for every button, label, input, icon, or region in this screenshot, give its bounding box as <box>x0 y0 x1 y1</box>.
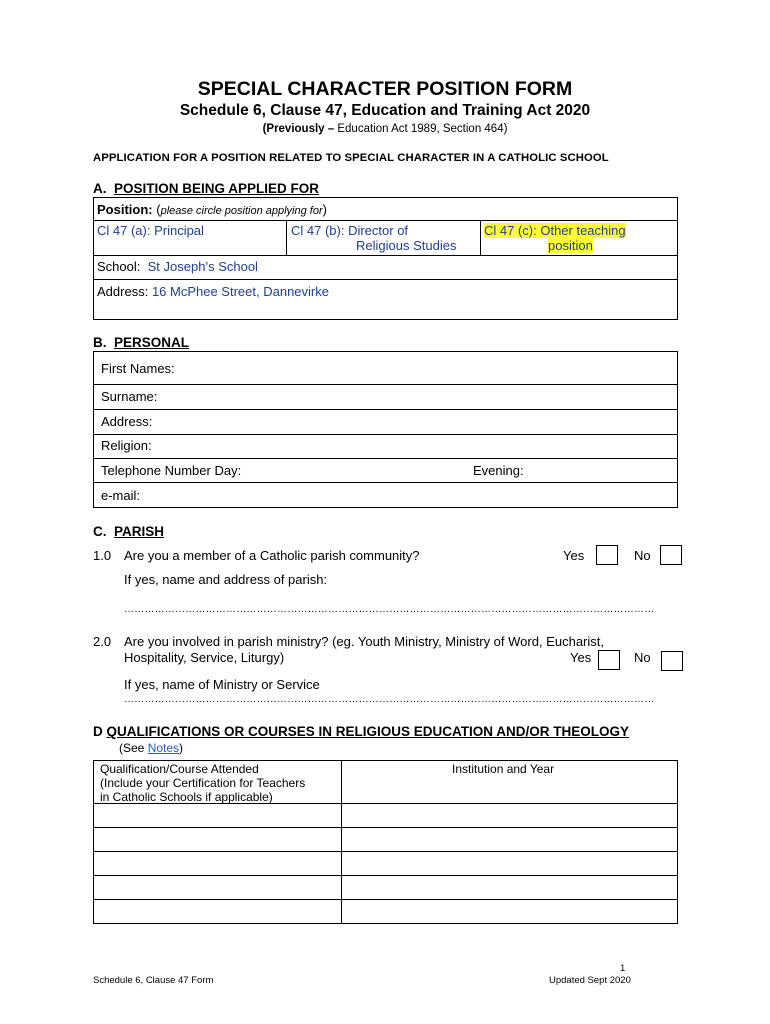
option-other-text: position <box>548 238 593 253</box>
option-director-line2[interactable]: Religious Studies <box>356 238 457 253</box>
q2-yes-label: Yes <box>570 650 592 665</box>
position-label-row <box>97 202 327 217</box>
surname-field[interactable]: Surname: <box>101 389 158 404</box>
previously-rest: Education Act 1989, Section 464) <box>337 123 508 135</box>
col1-line: in Catholic Schools if applicable) <box>100 790 273 804</box>
form-title: SPECIAL CHARACTER POSITION FORM <box>197 78 573 100</box>
divider <box>93 409 678 410</box>
q1-number: 1.0 <box>93 548 112 563</box>
q2-no-checkbox[interactable] <box>661 651 683 671</box>
personal-box <box>93 351 678 508</box>
form-subtitle: Schedule 6, Clause 47, Education and Training Act 2020 <box>179 102 591 119</box>
divider <box>93 899 678 900</box>
section-a-heading <box>93 181 319 196</box>
divider <box>93 220 678 221</box>
col1-line: Qualification/Course Attended <box>100 762 259 776</box>
section-d-heading <box>93 724 629 739</box>
position-hint: please circle position applying for <box>160 205 323 217</box>
page-number: 1 <box>620 963 626 974</box>
option-other-text: Cl 47 (c): Other teaching <box>484 223 626 238</box>
see-close: ) <box>179 741 184 755</box>
email-field[interactable]: e-mail: <box>101 488 141 503</box>
q2-answer-line[interactable]: ………………………………………………………………………………………………………………………………………… <box>124 694 655 705</box>
divider <box>93 279 678 280</box>
section-b-letter: B. <box>93 335 107 350</box>
divider <box>93 851 678 852</box>
divider <box>93 255 678 256</box>
see-notes <box>119 741 183 755</box>
footer-left: Schedule 6, Clause 47 Form <box>93 975 214 986</box>
previously-label: (Previously – <box>262 123 335 135</box>
paren: ) <box>322 202 327 217</box>
address-field[interactable]: Address: <box>101 414 153 429</box>
section-c-heading <box>93 524 164 539</box>
section-c-letter: C. <box>93 524 107 539</box>
address-label: Address: <box>97 284 149 299</box>
col-qualification-header <box>100 762 305 804</box>
q2-yes-checkbox[interactable] <box>598 650 620 670</box>
divider <box>93 875 678 876</box>
section-a-title: POSITION BEING APPLIED FOR <box>114 181 320 196</box>
q2-text-line2: Hospitality, Service, Liturgy) <box>124 650 285 665</box>
section-a-letter: A. <box>93 181 107 196</box>
q2-followup: If yes, name of Ministry or Service <box>124 677 320 692</box>
first-names-field[interactable]: First Names: <box>101 361 175 376</box>
school-value: St Joseph’s School <box>147 259 258 274</box>
divider <box>93 434 678 435</box>
option-other-teaching-line2[interactable] <box>548 238 593 253</box>
divider <box>93 458 678 459</box>
see-open: (See <box>119 741 148 755</box>
position-label: Position: <box>97 202 153 217</box>
q2-no-label: No <box>634 650 651 665</box>
school-row[interactable] <box>97 259 258 274</box>
option-principal[interactable]: Cl 47 (a): Principal <box>97 223 204 238</box>
q1-yes-label: Yes <box>563 548 585 563</box>
application-line: APPLICATION FOR A POSITION RELATED TO SPECIAL CHARACTER IN A CATHOLIC SCHOOL <box>93 152 609 164</box>
religion-field[interactable]: Religion: <box>101 438 152 453</box>
section-c-title: PARISH <box>114 524 165 539</box>
section-d-title: QUALIFICATIONS OR COURSES IN RELIGIOUS EDUCATION AND/OR THEOLOGY <box>106 724 630 739</box>
q1-no-label: No <box>634 548 651 563</box>
section-d-letter: D <box>93 724 103 739</box>
q1-text: Are you a member of a Catholic parish community? <box>124 548 420 563</box>
option-other-teaching-line1[interactable] <box>484 223 626 238</box>
col1-line: (Include your Certification for Teachers <box>100 776 306 790</box>
telephone-day-field[interactable]: Telephone Number Day: <box>101 463 242 478</box>
q1-followup: If yes, name and address of parish: <box>124 572 328 587</box>
divider <box>480 220 481 255</box>
divider <box>93 827 678 828</box>
q2-number: 2.0 <box>93 634 112 649</box>
notes-link[interactable]: Notes <box>147 741 180 755</box>
section-b-title: PERSONAL <box>114 335 190 350</box>
address-value: 16 McPhee Street, Dannevirke <box>151 284 329 299</box>
footer-right: Updated Sept 2020 <box>549 975 631 986</box>
address-row[interactable] <box>97 284 329 299</box>
divider <box>93 482 678 483</box>
paren: ( <box>156 202 161 217</box>
q1-yes-checkbox[interactable] <box>596 545 618 565</box>
section-b-heading <box>93 335 189 350</box>
q2-text-line1: Are you involved in parish ministry? (eg. Youth Ministry, Ministry of Word, Eucharist, <box>124 634 604 649</box>
col-institution-header: Institution and Year <box>452 762 555 776</box>
divider <box>93 384 678 385</box>
q1-no-checkbox[interactable] <box>660 545 682 565</box>
option-director-line1[interactable]: Cl 47 (b): Director of <box>291 223 409 238</box>
school-label: School: <box>97 259 141 274</box>
q1-answer-line[interactable]: ………………………………………………………………………………………………………………………………………… <box>124 604 655 615</box>
evening-field[interactable]: Evening: <box>473 463 524 478</box>
divider <box>286 220 287 255</box>
previously-note <box>0 123 770 135</box>
